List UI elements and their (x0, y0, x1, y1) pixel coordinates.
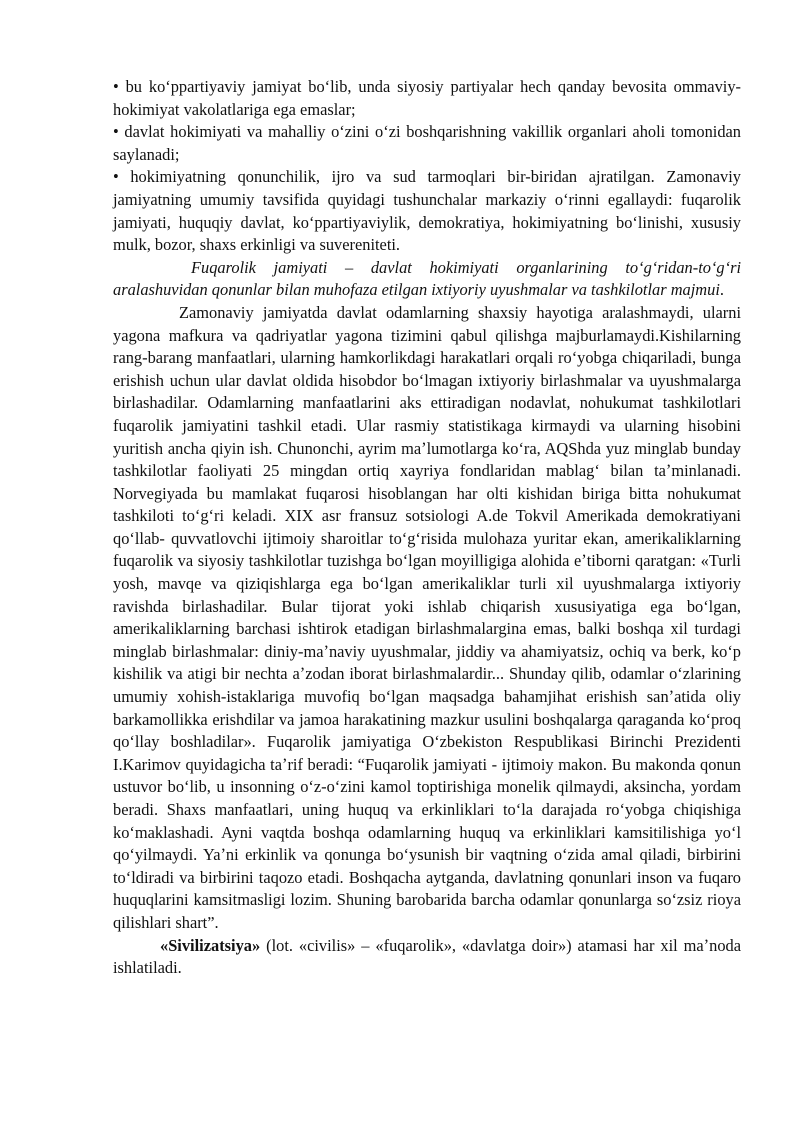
civilization-paragraph (113, 935, 741, 980)
bullet-separation-of-powers: • hokimiyatning qonunchilik, ijro va sud tarmoqlari bir-biridan ajratilgan. Zamonaviy jamiyatning umumiy tavsifida quyidagi tushunchalar markaziy oʻrinni egallaydi: fuqarolik jamiyati, huquqiy davlat, koʻppartiyaviylik, demokratiya, hokimiyatning boʻlinishi, xususiy mulk, bozor, shaxs erkinligi va suvereniteti. (113, 167, 741, 255)
document-page (113, 76, 741, 980)
bullet-multiparty: • bu koʻppartiyaviy jamiyat boʻlib, unda siyosiy partiyalar hech qanday bevosita ommaviy-hokimiyat vakolatlariga ega emaslar; (113, 77, 741, 119)
definition-paragraph (113, 257, 741, 302)
main-paragraph: Zamonaviy jamiyatda davlat odamlarning shaxsiy hayotiga aralashmaydi, ularni yagona mafkura va qadriyatlar yagona tizimini qabul qilishga majburlamaydi.Kishilarning rang-barang manfaatlari, ularning hamkorlikdagi harakatlari orqali roʻyobga chiqariladi, bunga erishish uchun ular davlat oldida hisobdor boʻlmagan ixtiyoriy birlashmalar va uyushmalarga birlashadilar. Odamlarning manfaatlarini aks ettiradigan nodavlat, nohukumat tashkilotlari fuqarolik jamiyatini tashkil etadi. Ular rasmiy statistikaga kirmaydi va ularning hisobini yuritish ancha qiyin ish. Chunonchi, ayrim maʼlumotlarga koʻra, AQShda yuz minglab bunday tashkilotlar faoliyati 25 mingdan ortiq xayriya fondlaridan mablagʻ bilan taʼminlanadi. Norvegiyada bu mamlakat fuqarosi hisoblangan har olti kishidan biriga bitta nohukumat tashkiloti toʻgʻri keladi. XIX asr fransuz sotsiologi A.de Tokvil Amerikada demokratiyani qoʻllab- quvvatlovchi ijtimoiy sharoitlar toʻgʻrisida mulohaza yuritar ekan, amerikaliklarning fuqarolik va siyosiy tashkilotlar tuzishga boʻlgan moyilligiga alohida eʼtiborni qaratgan: «Turli yosh, mavqe va qiziqishlarga ega boʻlgan amerikaliklar turli xil uyushmalarga ixtiyoriy ravishda birlashadilar. Bular tijorat yoki ishlab chiqarish xususiyatiga ega boʻlgan, amerikaliklarning barchasi ishtirok etadigan birlashmalargina emas, balki boshqa xil turdagi minglab birlashmalar: diniy-maʼnaviy uyushmalar, jiddiy va ahamiyatsiz, ochiq va berk, koʻp kishilik va atigi bir nechta aʼzodan iborat birlashmalardir... Shunday qilib, odamlar oʻzlarining umumiy xohish-istaklariga muvofiq boʻlgan maqsadga bahamjihat erishish sanʼatida oliy barkamollikka erishdilar va jamoa harakatining mazkur usulini boshqalarga qaraganda koʻproq qoʻllay boshladilar». Fuqarolik jamiyatiga Oʻzbekiston Respublikasi Birinchi Prezidenti I.Karimov quyidagicha taʼrif beradi: “Fuqarolik jamiyati - ijtimoiy makon. Bu makonda qonun ustuvor boʻlib, u insonning oʻz-oʻzini kamol toptirishiga monelik qilmaydi, aksincha, yordam beradi. Shaxs manfaatlari, uning huquq va erkinliklari toʻla darajada roʻyobga chiqishiga koʻmaklashadi. Ayni vaqtda boshqa odamlarning huquq va erkinliklari kamsitilishiga yoʻl qoʻyilmaydi. Yaʼni erkinlik va qonunga boʻysunish bir vaqtning oʻzida amal qiladi, birbirini toʻldiradi va birbirini taqozo etadi. Boshqacha aytganda, davlatning qonunlari inson va fuqaro huquqlarini kamsitmasligi lozim. Shuning barobarida barcha odamlar qonunlarga soʻzsiz rioya qilishlari shart”. (113, 302, 741, 932)
civilization-term: «Sivilizatsiya» (160, 935, 261, 955)
bullet-elected-bodies: • davlat hokimiyati va mahalliy oʻzini oʻzi boshqarishning vakillik organlari aholi tomonidan saylanadi; (113, 122, 741, 164)
definition-period: . (719, 280, 724, 300)
civil-society-definition: Fuqarolik jamiyati – davlat hokimiyati organlarining toʻgʻridan-toʻgʻri aralashuvidan qonunlar bilan muhofaza etilgan ixtiyoriy uyushmalar va tashkilotlar majmui (113, 257, 741, 300)
civilization-explanation: (lot. «civilis» – «fuqarolik», «davlatga doir») atamasi har xil maʼnoda ishlatiladi. (113, 935, 741, 978)
